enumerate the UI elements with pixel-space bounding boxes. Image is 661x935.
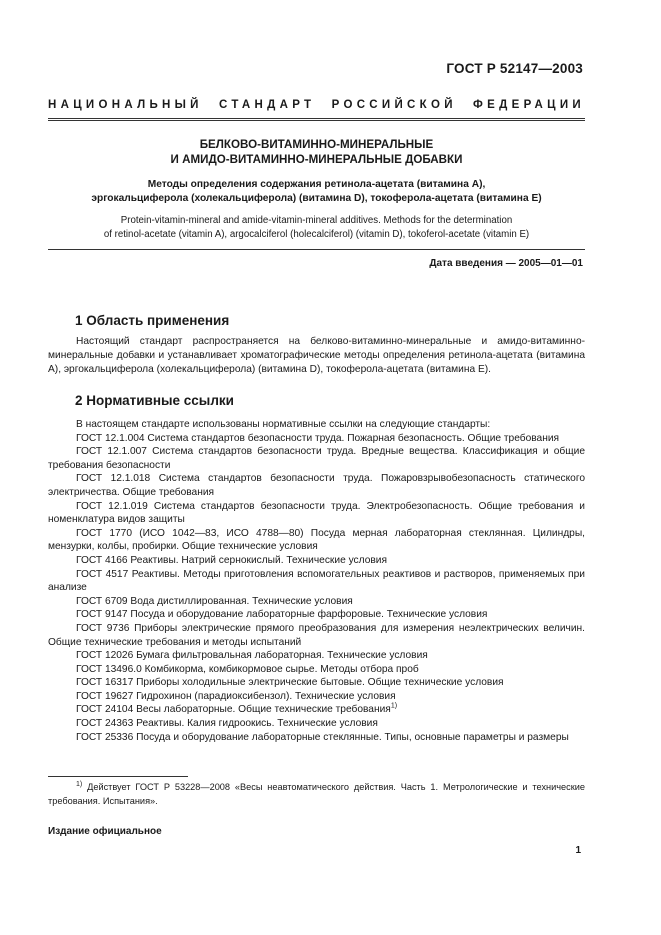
english-title	[48, 214, 585, 241]
footnote-number: 1)	[76, 780, 83, 788]
reference-item: ГОСТ 4166 Реактивы. Натрий сернокислый. Технические условия	[76, 554, 387, 566]
section-1-heading: 1 Область применения	[75, 313, 230, 328]
reference-item: ГОСТ 25336 Посуда и оборудование лабораторные стеклянные. Типы, основные параметры и размеры	[76, 731, 569, 743]
reference-item: ГОСТ 4517 Реактивы. Методы приготовления вспомогательных реактивов и растворов, применяемых при анализе	[48, 568, 585, 594]
page-number: 1	[575, 845, 581, 856]
reference-item: ГОСТ 24104 Весы лабораторные. Общие технические требования$^{1)}$	[76, 703, 398, 716]
reference-item: ГОСТ 12.1.019 Система стандартов безопасности труда. Электробезопасность. Общие требования и номенклатура видов защиты	[48, 500, 585, 526]
reference-item: ГОСТ 9736 Приборы электрические прямого преобразования для измерения неэлектрических величин. Общие технические требования и методы испытаний	[48, 622, 585, 648]
reference-item: ГОСТ 12.1.018 Система стандартов безопасности труда. Пожаровзрывобезопасность статического электричества. Общие требования	[48, 473, 585, 498]
section-1-text	[48, 335, 585, 377]
document-code: ГОСТ Р 52147—2003	[446, 61, 583, 76]
header-rule-top	[48, 118, 585, 119]
reference-item: ГОСТ 24363 Реактивы. Калия гидроокись. Технические условия	[76, 718, 378, 730]
reference-item: ГОСТ 12026 Бумага фильтровальная лабораторная. Технические условия	[76, 650, 428, 662]
footnote-text: Действует ГОСТ Р 53228—2008 «Весы неавтоматического действия. Часть 1. Метрологические и технические требования. Испытания».	[48, 782, 585, 806]
title-line-2: И АМИДО-ВИТАМИННО-МИНЕРАЛЬНЫЕ ДОБАВКИ	[170, 153, 463, 166]
reference-item: ГОСТ 12.1.007 Система стандартов безопасности труда. Вредные вещества. Классификация и общие требования безопасности	[48, 446, 585, 471]
title-rule	[48, 249, 585, 250]
references-lead: В настоящем стандарте использованы нормативные ссылки на следующие стандарты:	[76, 419, 491, 430]
document-subtitle	[48, 178, 585, 206]
footnote	[48, 781, 585, 808]
national-standard-banner: НАЦИОНАЛЬНЫЙ СТАНДАРТ РОССИЙСКОЙ ФЕДЕРАЦИИ	[48, 99, 585, 111]
reference-item: ГОСТ 9147 Посуда и оборудование лабораторные фарфоровые. Технические условия	[76, 609, 488, 621]
reference-item: ГОСТ 13496.0 Комбикорма, комбикормовое сырье. Методы отбора проб	[76, 663, 419, 675]
official-edition-label: Издание официальное	[48, 826, 162, 837]
subtitle-line-2: эргокальциферола (холекальциферола) (витамина D), токоферола-ацетата (витамина Е)	[91, 193, 542, 204]
section-1-paragraph: Настоящий стандарт распространяется на белково-витаминно-минеральные и амидо-витаминно-минеральные добавки и устанавливает хроматографические методы определения ретинола-ацетата (витамина А), эргокальциферола (холекальциферола) (витамина D), токоферола-ацетата (витамина Е).	[48, 336, 585, 375]
subtitle-line-1: Методы определения содержания ретинола-ацетата (витамина А),	[147, 179, 486, 190]
document-title	[48, 137, 585, 167]
reference-item: ГОСТ 12.1.004 Система стандартов безопасности труда. Пожарная безопасность. Общие требования	[76, 432, 560, 444]
introduction-date: Дата введения — 2005—01—01	[429, 258, 583, 269]
english-title-line-2: of retinol-acetate (vitamin A), argocalciferol (holecalciferol) (vitamin D), tokoferol-acetate (vitamin E)	[103, 228, 530, 240]
footnote-rule	[48, 776, 188, 777]
reference-item: ГОСТ 19627 Гидрохинон (парадиоксибензол). Технические условия	[76, 690, 396, 702]
section-2-heading: 2 Нормативные ссылки	[75, 393, 234, 408]
header-rule-bottom	[48, 120, 585, 121]
reference-item: ГОСТ 6709 Вода дистиллированная. Технические условия	[76, 595, 353, 607]
english-title-line-1: Protein-vitamin-mineral and amide-vitamin-mineral additives. Methods for the determination	[120, 215, 513, 226]
title-line-1: БЕЛКОВО-ВИТАМИННО-МИНЕРАЛЬНЫЕ	[199, 138, 434, 151]
reference-item: ГОСТ 16317 Приборы холодильные электрические бытовые. Общие технические условия	[76, 677, 504, 689]
footnote-marker: 1)	[390, 703, 398, 711]
normative-references	[48, 418, 585, 744]
reference-item: ГОСТ 1770 (ИСО 1042—83, ИСО 4788—80) Посуда мерная лабораторная стеклянная. Цилиндры, мензурки, колбы, пробирки. Общие технические условия	[48, 527, 585, 553]
